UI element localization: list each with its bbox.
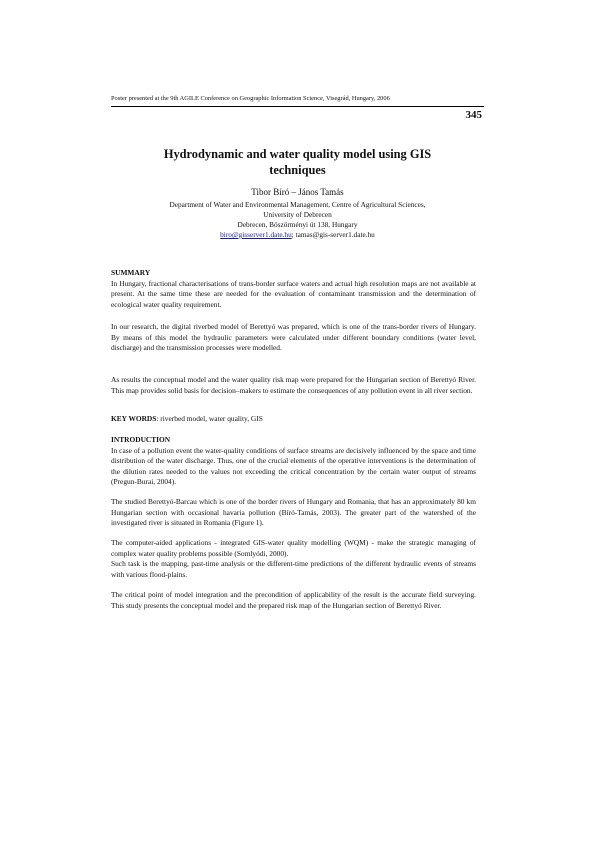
keywords-label: KEY WORDS <box>111 414 157 423</box>
email-link-biro[interactable]: biro@gisserver1.date.hu <box>220 230 292 239</box>
introduction-heading: INTRODUCTION <box>111 435 171 444</box>
page-number: 345 <box>465 109 482 121</box>
affiliation-line-1: Department of Water and Environmental Management, Centre of Agricultural Sciences, <box>169 200 426 209</box>
summary-paragraph-2-block <box>111 322 476 354</box>
summary-heading: SUMMARY <box>111 268 151 277</box>
email-line <box>111 230 484 240</box>
introduction-paragraph-5: The critical point of model integration and the precondition of applicability of the result is the accurate field surveying. This study presents the conceptual model and the prepared risk map of the Hungarian section of Berettyó River. <box>111 590 476 610</box>
affiliation-line-3: Debrecen, Böszörményi út 138, Hungary <box>237 220 358 229</box>
introduction-paragraph-2: The studied Berettyó-Barcau which is one of the border rivers of Hungary and Romania, that has an approximately 80 km Hungarian section with occasional havaria pollution (Bíró-Tamás, 2003). The greater part of the watershed of the investigated river is situated in Romania (Figure 1). <box>111 497 476 527</box>
introduction-paragraph-5-block <box>111 590 476 611</box>
affiliation-line-2: University of Debrecen <box>263 210 332 219</box>
summary-paragraph-1: In Hungary, fractional characterisations of trans-border surface waters and actual high resolution maps are not available at present. At the same time these are needed for the evaluation of contaminant transmission and the determination of ecological water quality requirement. <box>111 278 476 309</box>
summary-section <box>111 268 476 310</box>
summary-paragraph-2: In our research, the digital riverbed model of Berettyó was prepared, which is one of the trans-border rivers of Hungary. By means of this model the hydraulic parameters were calculated under different boundary conditions (water level, discharge) and the transmission processes were modelled. <box>111 322 476 352</box>
summary-paragraph-3-block <box>111 375 476 396</box>
introduction-paragraph-3: The computer-aided applications - integrated GIS-water quality modelling (WQM) - make the strategic managing of complex water quality problems possible (Somlyódi, 2000). <box>111 538 476 558</box>
authors: Tibor Bíró – János Tamás <box>251 187 344 197</box>
introduction-paragraph-1: In case of a pollution event the water-quality conditions of surface streams are decisively influenced by the space and time distribution of the water discharge. Thus, one of the crucial elements of the operative interventions is the determination of the dilution rates needed to the values not exceeding the critical concentration by the certain water output of streams (Pregun-Burai, 2004). <box>111 445 476 486</box>
title-line-2: techniques <box>269 163 326 177</box>
affiliation <box>111 200 484 240</box>
summary-paragraph-3: As results the conceptual model and the water quality risk map were prepared for the Hungarian section of Berettyó River. This map provides solid basis for decision–makers to estimate the consequences of any pollution event in all river section. <box>111 375 476 395</box>
title-line-1: Hydrodynamic and water quality model using GIS <box>163 147 432 161</box>
paper-title <box>111 146 484 178</box>
email-tamas: tamas@gis-server1.date.hu <box>295 230 375 239</box>
keywords <box>111 414 476 425</box>
keywords-text: : riverbed model, water quality, GIS <box>156 414 263 423</box>
introduction-paragraph-2-block <box>111 497 476 529</box>
introduction-paragraph-4: Such task is the mapping, past-time analysis or the different-time predictions of the different hydraulic events of streams with various flood-plains. <box>111 559 476 579</box>
introduction-section <box>111 435 476 488</box>
introduction-paragraph-3-block <box>111 538 476 580</box>
running-header: Poster presented at the 9th AGILE Conference on Geographic Information Science, Visegrád, Hungary, 2006 <box>111 95 390 102</box>
email-separator: ; <box>291 230 294 239</box>
header-divider <box>111 106 484 107</box>
